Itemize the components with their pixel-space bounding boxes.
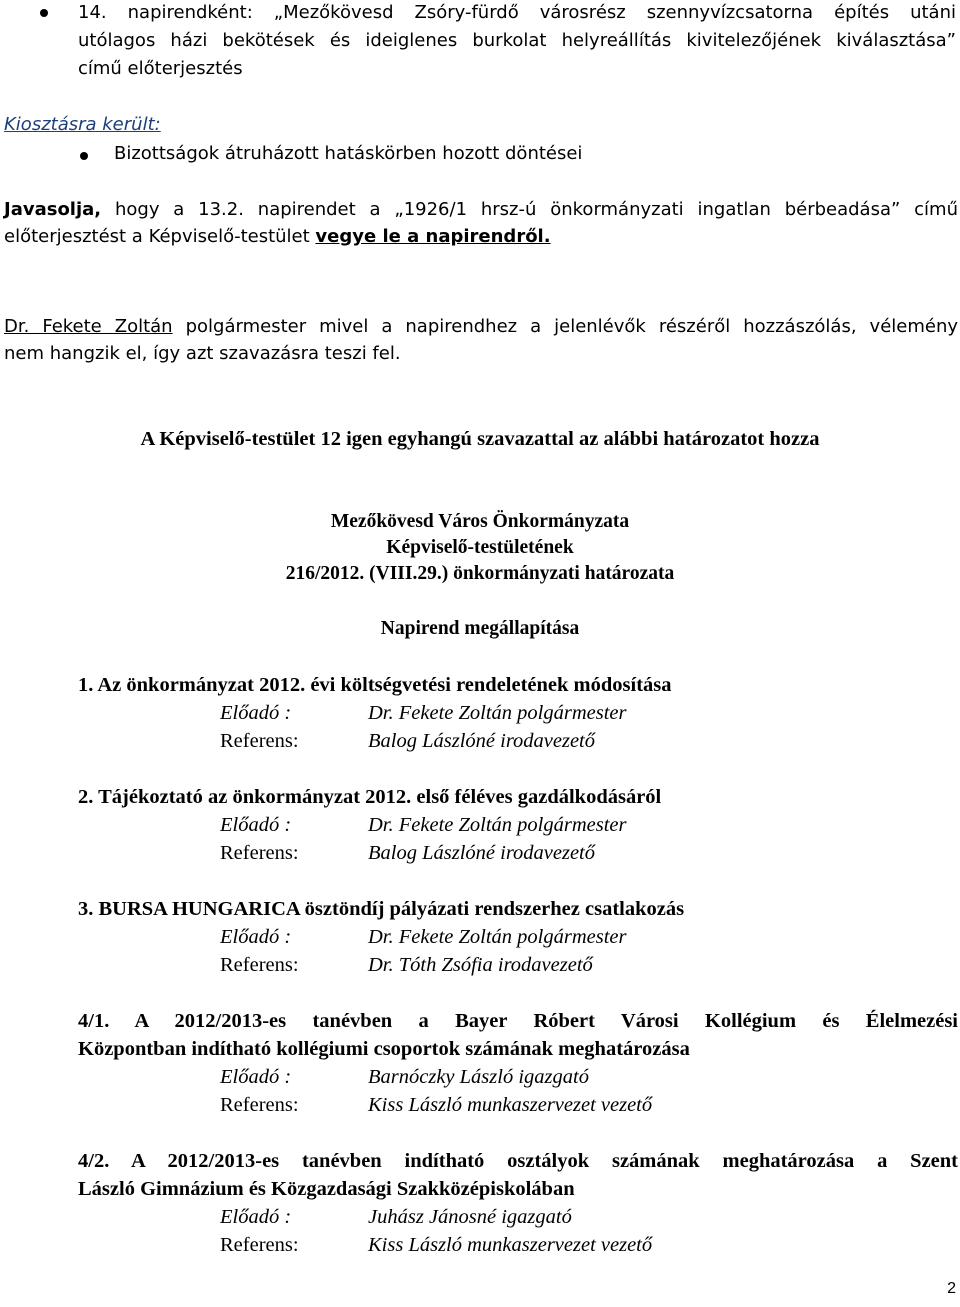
agenda-3-title: 3. BURSA HUNGARICA ösztöndíj pályázati rendszerhez csatlakozás — [78, 898, 685, 920]
agenda-4-2-title-line1: 4/2. A 2012/2013-es tanévben indítható osztályok számának meghatározása a Szent — [78, 1150, 958, 1172]
proposal-line2 — [4, 226, 551, 247]
agenda-4-2-presenter: Juhász Jánosné igazgató — [368, 1206, 572, 1228]
mayor-line2: nem hangzik el, így azt szavazásra teszi fel. — [4, 343, 401, 364]
agenda-2-presenter: Dr. Fekete Zoltán polgármester — [368, 814, 627, 836]
mayor-name: Dr. Fekete Zoltán — [4, 316, 173, 337]
agenda-1-referent: Balog Lászlóné irodavezető — [368, 730, 596, 752]
agenda-4-1-title-line1: 4/1. A 2012/2013-es tanévben a Bayer Róbert Városi Kollégium és Élelmezési — [78, 1010, 958, 1032]
mayor-line1-rest: polgármester mivel a napirendhez a jelenlévők részéről hozzászólás, vélemény — [172, 316, 959, 337]
agenda-3-referent: Dr. Tóth Zsófia irodavezető — [368, 954, 593, 976]
agenda-4-2-referent-label: Referens: — [220, 1234, 299, 1256]
agenda-1-referent-label: Referens: — [220, 730, 299, 752]
distributed-heading: Kiosztásra került: — [4, 114, 161, 135]
resolution-line1: Mezőkövesd Város Önkormányzata — [330, 511, 630, 532]
agenda-3-presenter-label: Előadó : — [220, 926, 292, 948]
agenda-4-2-title-line2: László Gimnázium és Közgazdasági Szakközépiskolában — [78, 1178, 575, 1200]
proposal-line2-bold: vegye le a napirendről. — [315, 226, 551, 247]
resolution-title: Napirend megállapítása — [380, 618, 580, 639]
distributed-bullet — [80, 152, 88, 160]
agenda-4-1-referent: Kiss László munkaszervezet vezető — [368, 1094, 653, 1116]
item14-line1: 14. napirendként: „Mezőkövesd Zsóry-fürdő városrész szennyvízcsatorna építés utáni — [78, 2, 956, 23]
agenda-1-title: 1. Az önkormányzat 2012. évi költségvetési rendeletének módosítása — [78, 674, 672, 696]
agenda-3-referent-label: Referens: — [220, 954, 299, 976]
agenda-4-2-referent: Kiss László munkaszervezet vezető — [368, 1234, 653, 1256]
agenda-4-1-title-line2: Központban indítható kollégiumi csoportok számának meghatározása — [78, 1038, 690, 1060]
proposal-line1 — [4, 199, 958, 220]
resolution-line3: 216/2012. (VIII.29.) önkormányzati határozata — [285, 563, 675, 584]
proposal-lead: Javasolja, — [4, 199, 102, 220]
distributed-item: Bizottságok átruházott hatáskörben hozott döntései — [114, 143, 583, 164]
item14-line3: című előterjesztés — [78, 58, 243, 79]
item14-line2: utólagos házi bekötések és ideiglenes burkolat helyreállítás kivitelezőjének kiválasztása” — [78, 30, 956, 51]
resolution-line2: Képviselő-testületének — [386, 537, 574, 558]
agenda-1-presenter-label: Előadó : — [220, 702, 292, 724]
proposal-line2-plain: előterjesztést a Képviselő-testület — [4, 226, 316, 247]
agenda-2-referent-label: Referens: — [220, 842, 299, 864]
agenda-2-referent: Balog Lászlóné irodavezető — [368, 842, 596, 864]
agenda-4-1-presenter: Barnóczky László igazgató — [368, 1066, 589, 1088]
mayor-line1 — [4, 316, 958, 337]
agenda-3-presenter: Dr. Fekete Zoltán polgármester — [368, 926, 627, 948]
proposal-line1-rest: hogy a 13.2. napirendet a „1926/1 hrsz-ú önkormányzati ingatlan bérbeadása” című — [101, 199, 958, 220]
agenda-4-1-referent-label: Referens: — [220, 1094, 299, 1116]
agenda-2-title: 2. Tájékoztató az önkormányzat 2012. első féléves gazdálkodásáról — [78, 786, 662, 808]
item14-bullet — [40, 9, 48, 17]
agenda-4-1-presenter-label: Előadó : — [220, 1066, 292, 1088]
vote-statement: A Képviselő-testület 12 igen egyhangú szavazattal az alábbi határozatot hozza — [140, 428, 820, 450]
page-number: 2 — [947, 1280, 956, 1297]
agenda-2-presenter-label: Előadó : — [220, 814, 292, 836]
agenda-1-presenter: Dr. Fekete Zoltán polgármester — [368, 702, 627, 724]
agenda-4-2-presenter-label: Előadó : — [220, 1206, 292, 1228]
